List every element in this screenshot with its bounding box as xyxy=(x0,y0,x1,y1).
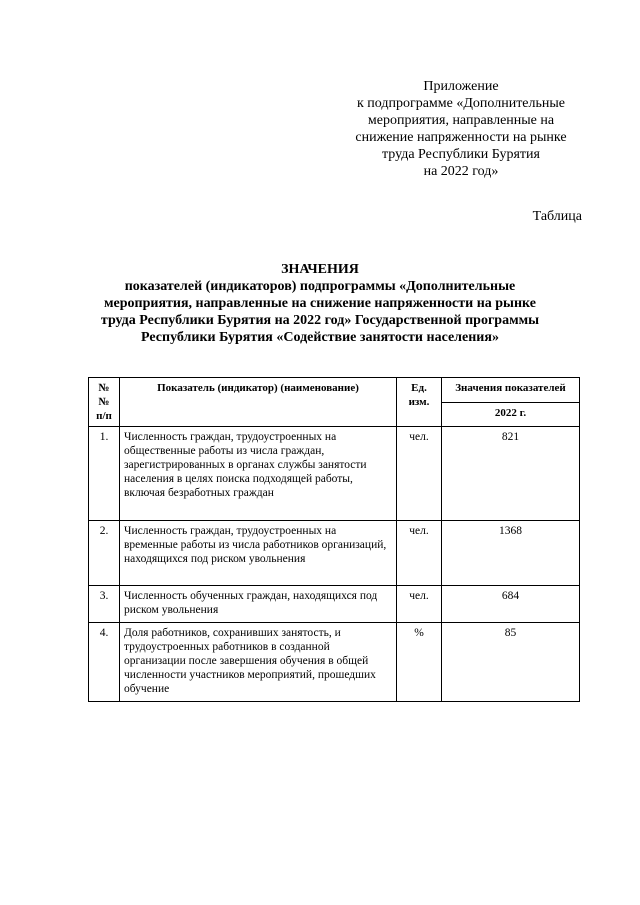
document-title xyxy=(60,261,580,346)
row-num: 1. xyxy=(89,427,120,521)
header-unit: Ед. изм. xyxy=(397,378,442,427)
row-value: 1368 xyxy=(442,521,580,586)
row-unit: чел. xyxy=(397,427,442,521)
row-num: 2. xyxy=(89,521,120,586)
title-heading: ЗНАЧЕНИЯ xyxy=(281,262,359,277)
row-value: 821 xyxy=(442,427,580,521)
appendix-note xyxy=(330,78,592,180)
header-indicator: Показатель (индикатор) (наименование) xyxy=(120,378,397,427)
table-row xyxy=(89,427,580,521)
row-unit: % xyxy=(397,623,442,702)
table-header-row xyxy=(89,378,580,403)
row-unit: чел. xyxy=(397,586,442,623)
header-num: №№ п/п xyxy=(89,378,120,427)
title-line: мероприятия, направленные на снижение напряженности на рынке xyxy=(103,296,536,311)
title-line: труда Республики Бурятия на 2022 год» Государственной программы xyxy=(100,313,540,328)
header-year: 2022 г. xyxy=(442,402,580,427)
appendix-line: мероприятия, направленные на xyxy=(367,113,555,128)
row-indicator: Доля работников, сохранивших занятость, и трудоустроенных работников в созданной организации после завершения обучения в общей численности участников мероприятий, прошедших обучение xyxy=(120,623,397,702)
appendix-line: снижение напряженности на рынке xyxy=(355,130,567,145)
row-value: 85 xyxy=(442,623,580,702)
indicators-table xyxy=(88,377,580,702)
title-line: показателей (индикаторов) подпрограммы «Дополнительные xyxy=(124,279,516,294)
row-num: 4. xyxy=(89,623,120,702)
row-indicator: Численность обученных граждан, находящихся под риском увольнения xyxy=(120,586,397,623)
table-row xyxy=(89,586,580,623)
appendix-line: Приложение xyxy=(423,79,499,94)
table-row xyxy=(89,623,580,702)
row-indicator: Численность граждан, трудоустроенных на временные работы из числа работников организаций, находящихся под риском увольнения xyxy=(120,521,397,586)
appendix-line: на 2022 год» xyxy=(423,164,499,179)
appendix-line: к подпрограмме «Дополнительные xyxy=(356,96,566,111)
row-indicator: Численность граждан, трудоустроенных на общественные работы из числа граждан, зарегистрированных в органах службы занятости населения в целях поиска подходящей работы, включая безработных граждан xyxy=(120,427,397,521)
title-line: Республики Бурятия «Содействие занятости населения» xyxy=(141,330,499,345)
row-num: 3. xyxy=(89,586,120,623)
table-label: Таблица xyxy=(532,209,582,224)
header-values: Значения показателей xyxy=(442,378,580,403)
row-value: 684 xyxy=(442,586,580,623)
appendix-line: труда Республики Бурятия xyxy=(382,147,540,162)
table-row xyxy=(89,521,580,586)
row-unit: чел. xyxy=(397,521,442,586)
